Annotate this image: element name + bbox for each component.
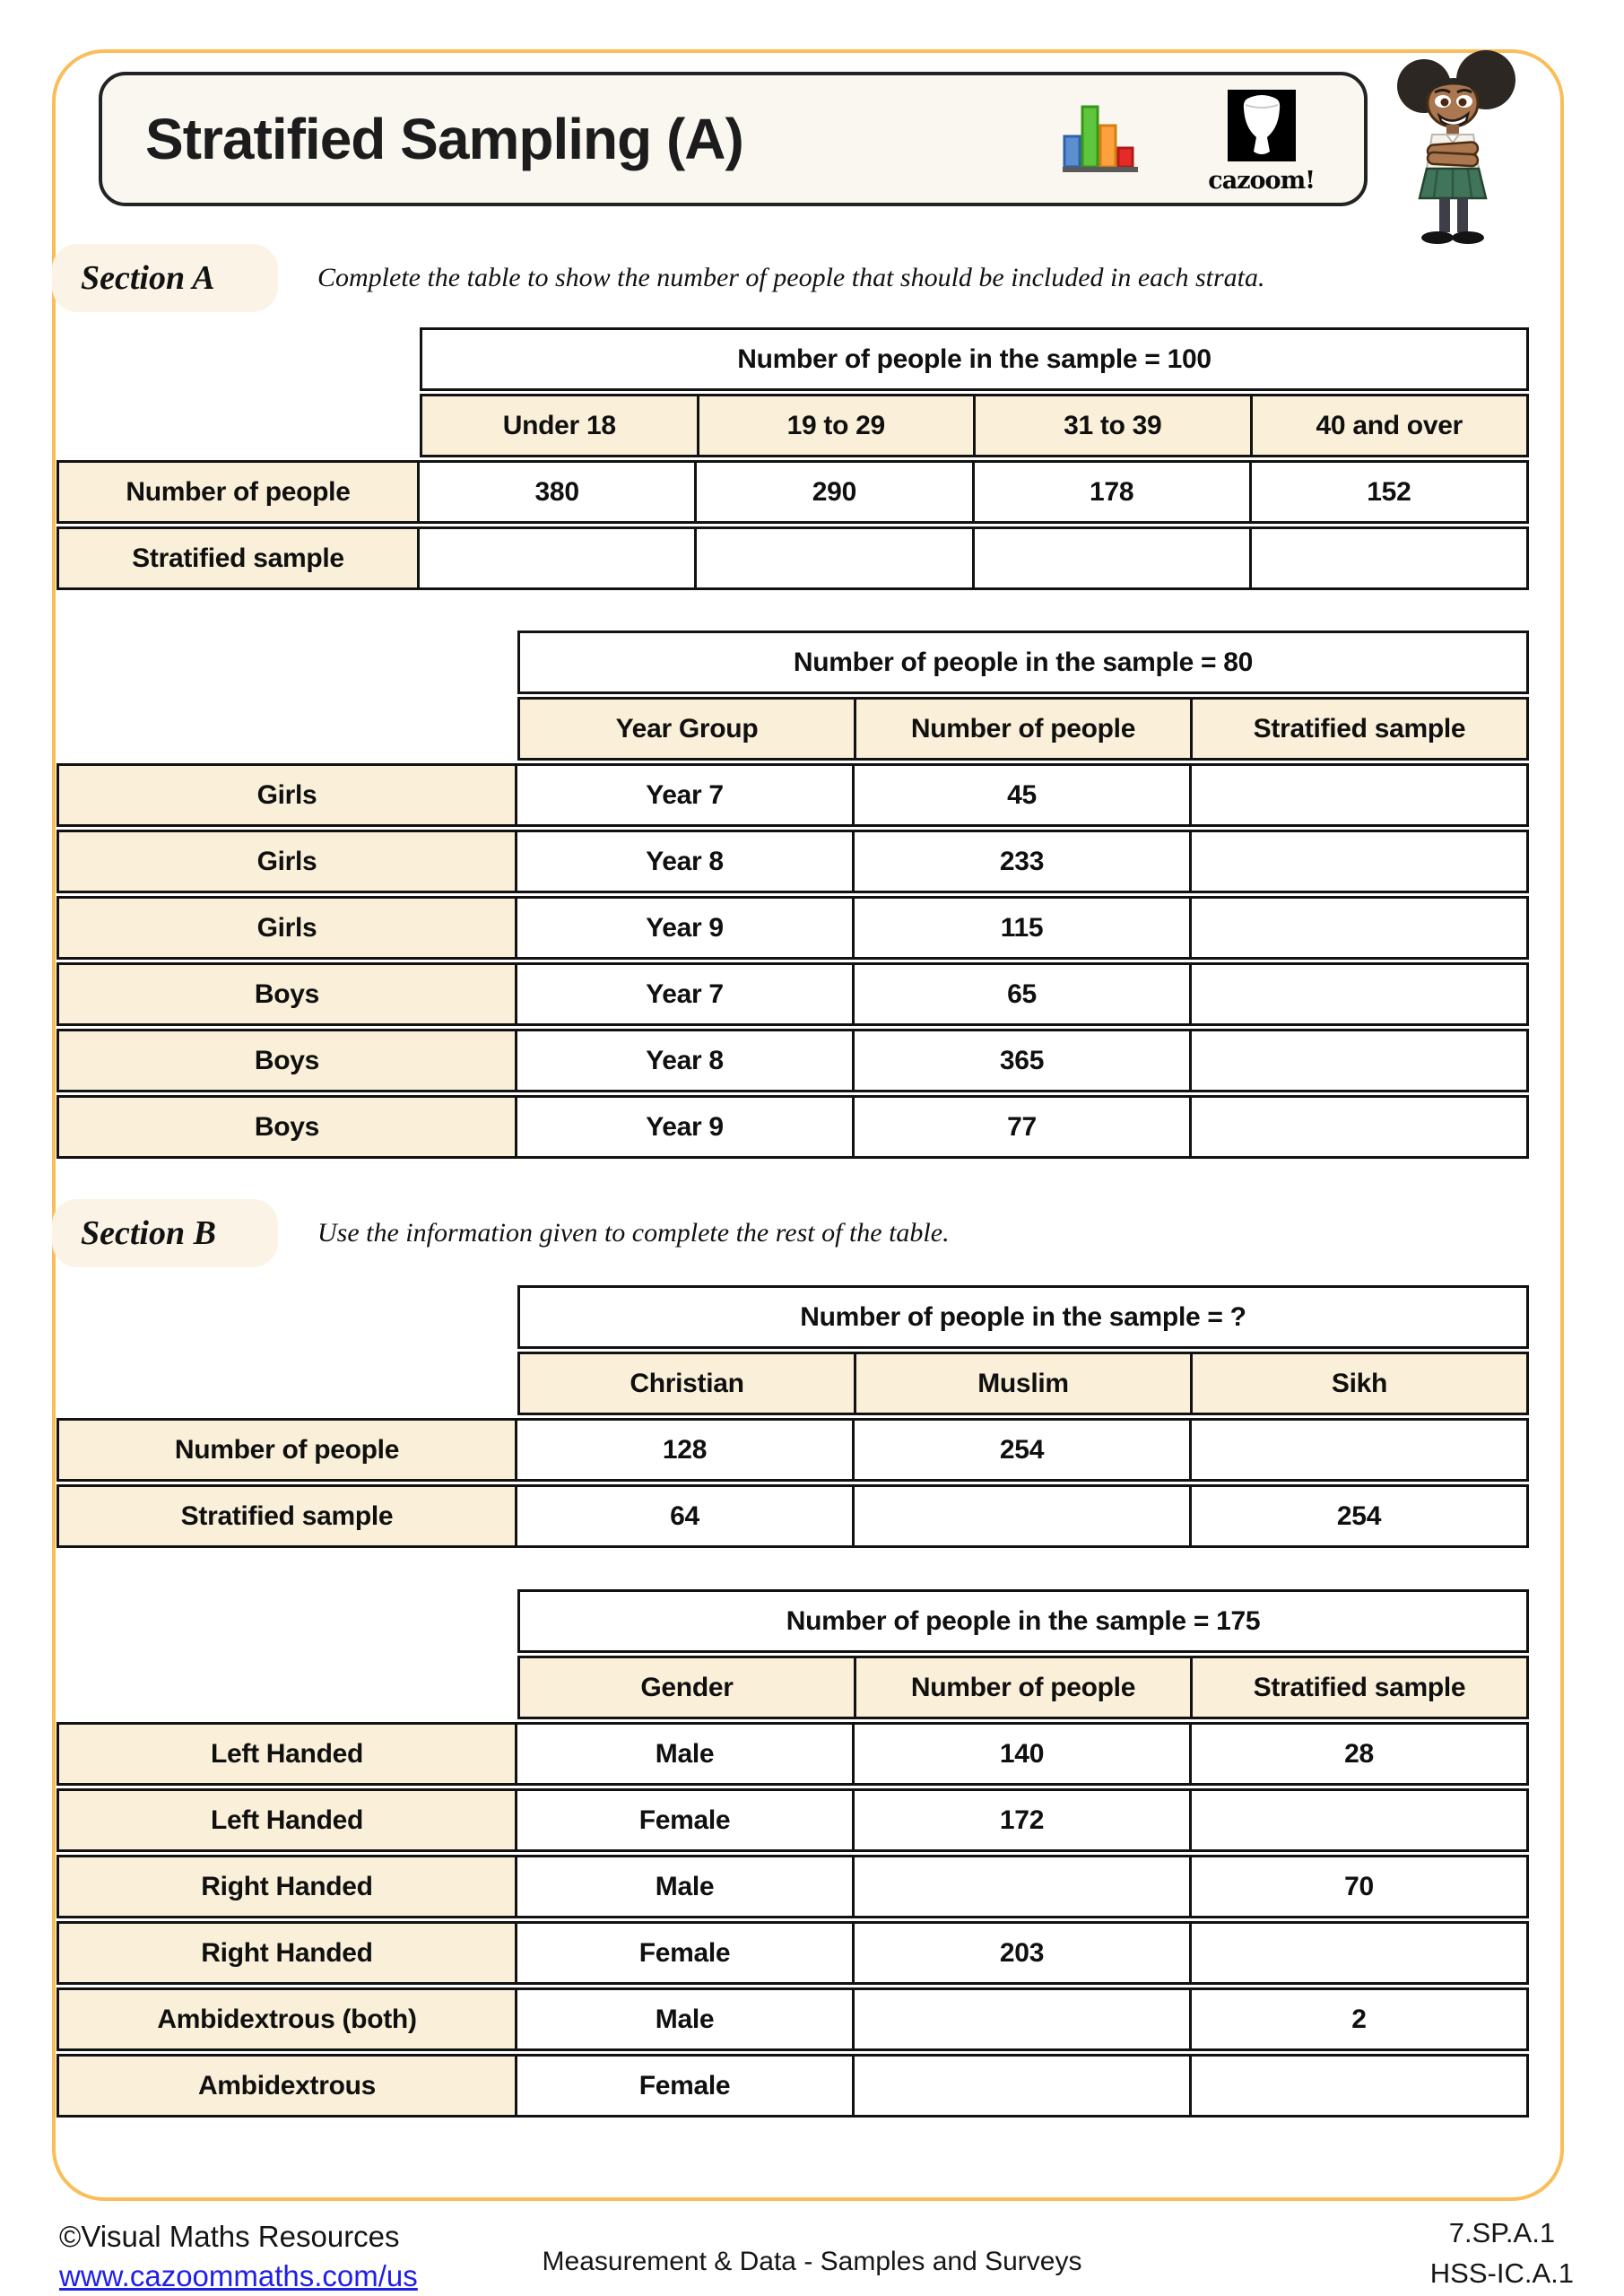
answer-cell [1192,1788,1529,1852]
sample-size-header: Number of people in the sample = 100 [420,327,1529,391]
section-a-header [52,244,1265,312]
value-cell: 178 [975,460,1252,524]
row-label: Girls [56,896,517,960]
row-label: Boys [56,1095,517,1159]
table-row [56,460,1529,524]
table-row [56,1484,1529,1548]
table-religion [56,1285,1529,1551]
answer-cell [420,526,697,590]
column-header: 31 to 39 [976,394,1253,457]
section-b-instruction: Use the information given to complete the rest of the table. [317,1218,950,1248]
column-header: Muslim [856,1352,1193,1415]
column-header: 40 and over [1253,394,1530,457]
table-row [56,830,1529,893]
bar-chart-icon [1063,100,1138,178]
table-handedness [56,1589,1529,2120]
answer-cell [697,526,974,590]
table-row [56,1722,1529,1786]
value-cell: Male [517,1987,855,2051]
value-cell: Year 7 [517,763,855,827]
row-label: Ambidextrous (both) [56,1987,517,2051]
value-cell: 203 [855,1921,1192,1985]
column-header: Stratified sample [1193,697,1529,761]
value-cell: Female [517,2054,855,2118]
row-label: Left Handed [56,1722,517,1786]
column-header: Christian [517,1352,856,1415]
table-row [56,1029,1529,1092]
footer-standards [1430,2213,1574,2294]
table-year-groups [56,631,1529,1161]
row-label: Stratified sample [56,526,420,590]
row-label: Number of people [56,460,420,524]
table-row [56,1788,1529,1852]
value-cell: 128 [517,1418,855,1482]
answer-cell [1252,526,1529,590]
answer-cell [1192,962,1529,1026]
standard-code-1: 7.SP.A.1 [1448,2217,1556,2248]
value-cell: Year 8 [517,830,855,893]
table-row [56,962,1529,1026]
answer-cell [1192,1921,1529,1985]
value-cell: 2 [1192,1987,1529,2051]
table-row [56,526,1529,590]
value-cell: Male [517,1722,855,1786]
copyright-text: ©Visual Maths Resources [59,2220,400,2253]
value-cell: Year 7 [517,962,855,1026]
value-cell: 64 [517,1484,855,1548]
row-label: Girls [56,763,517,827]
value-cell: 140 [855,1722,1192,1786]
table-row [56,1921,1529,1985]
sample-size-header: Number of people in the sample = ? [517,1285,1529,1349]
value-cell: Female [517,1788,855,1852]
sample-size-header: Number of people in the sample = 80 [517,631,1529,694]
value-cell: Year 9 [517,1095,855,1159]
footer-topic-text: Measurement & Data - Samples and Surveys [542,2247,1082,2276]
row-label: Right Handed [56,1921,517,1985]
table-age-groups [56,327,1529,593]
table-row [56,2054,1529,2118]
section-a-instruction: Complete the table to show the number of people that should be included in each strata. [317,263,1265,292]
cazoom-drum-icon [1228,90,1296,166]
answer-cell [1192,896,1529,960]
value-cell: 254 [1192,1484,1529,1548]
row-label: Boys [56,962,517,1026]
value-cell: Year 8 [517,1029,855,1092]
worksheet-title-box [99,72,1368,206]
column-header: Under 18 [420,394,699,457]
answer-cell [1192,830,1529,893]
value-cell: 115 [855,896,1192,960]
cazoom-logo-text: cazoom! [1208,166,1315,195]
row-label: Boys [56,1029,517,1092]
answer-cell [1192,1418,1529,1482]
table-row [56,1855,1529,1918]
answer-cell [855,1484,1192,1548]
column-header: 19 to 29 [699,394,977,457]
value-cell: 152 [1252,460,1529,524]
schoolgirl-character-illustration [1385,47,1533,262]
table-row [56,896,1529,960]
value-cell: 77 [855,1095,1192,1159]
value-cell: 65 [855,962,1192,1026]
section-a-pill [52,244,278,312]
row-label: Left Handed [56,1788,517,1852]
answer-cell [1192,763,1529,827]
standard-code-2: HSS-IC.A.1 [1429,2257,1574,2289]
section-a-label: Section A [81,259,215,297]
value-cell: 233 [855,830,1192,893]
row-label: Right Handed [56,1855,517,1918]
column-header: Number of people [856,1656,1193,1719]
value-cell: Female [517,1921,855,1985]
column-header: Stratified sample [1193,1656,1529,1719]
answer-cell [855,2054,1192,2118]
value-cell: 45 [855,763,1192,827]
answer-cell [1192,1029,1529,1092]
website-link[interactable]: www.cazoommaths.com/us [59,2258,418,2292]
sample-size-header: Number of people in the sample = 175 [517,1589,1529,1653]
value-cell: 172 [855,1788,1192,1852]
value-cell: Year 9 [517,896,855,960]
value-cell: 365 [855,1029,1192,1092]
answer-cell [1192,2054,1529,2118]
answer-cell [975,526,1252,590]
title-logos [1063,84,1315,195]
value-cell: 28 [1192,1722,1529,1786]
value-cell: Male [517,1855,855,1918]
section-b-header [52,1199,950,1267]
row-label: Girls [56,830,517,893]
answer-cell [855,1855,1192,1918]
section-b-pill [52,1199,278,1267]
row-label: Stratified sample [56,1484,517,1548]
column-header: Number of people [856,697,1193,761]
cazoom-logo [1208,90,1315,195]
section-b-label: Section B [81,1214,216,1252]
table-row [56,1987,1529,2051]
row-label: Number of people [56,1418,517,1482]
value-cell: 70 [1192,1855,1529,1918]
column-header: Sikh [1193,1352,1529,1415]
row-label: Ambidextrous [56,2054,517,2118]
page-title: Stratified Sampling (A) [145,107,743,171]
value-cell: 254 [855,1418,1192,1482]
column-header: Year Group [517,697,856,761]
table-row [56,763,1529,827]
value-cell: 380 [420,460,697,524]
table-row [56,1418,1529,1482]
column-header: Gender [517,1656,856,1719]
answer-cell [855,1987,1192,2051]
value-cell: 290 [697,460,974,524]
table-row [56,1095,1529,1159]
answer-cell [1192,1095,1529,1159]
